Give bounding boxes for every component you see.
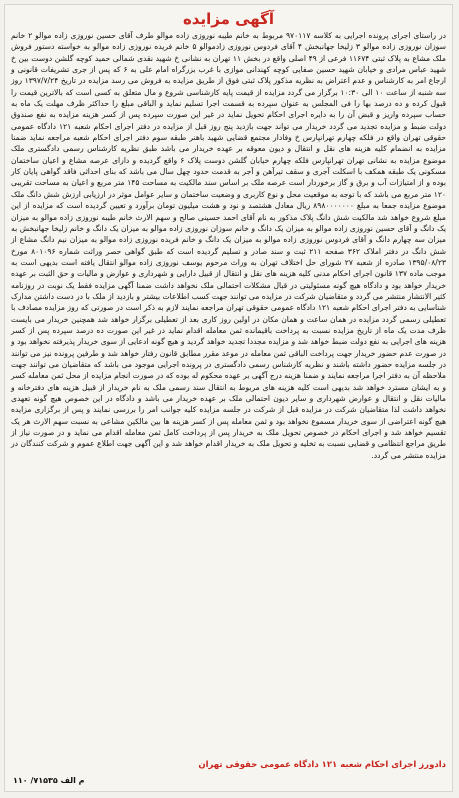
notice-title: آگهی مزایده [182, 10, 275, 28]
issuer-signature: دادورز اجرای احکام شعبه ۱۲۱ دادگاه عمومی حقوقی تهران [198, 760, 446, 770]
auction-notice [4, 4, 453, 792]
reference-number: م الف ۷۱۵۳۵/ ۱۱۰ [13, 776, 85, 785]
notice-body-text: در راستای اجرای پرونده اجرایی به کلاسه ۹۷۰۱۱۷ مربوط به خانم طیبه نوروزی زاده موالو طرف آقای حسین نوروزی زاده موالو ۲ خانم سوزان نوروزی زاده موالو ۳ زلیخا جهانبخش ۴ آقای فردوس نوروزی زادموالو ۵ خانم فریده نوروزی زاده موالو به خواسته دستور فروش ملک مشاع به پلاک ثبتی ۱۱۶۷۴ فرعی از ۴۹ اصلی واقع در بخش ۱۱ تهران به نشانی خ شهید نقدی شمالی حمید کوچه گلشن دوست بین خ شهید عباس مرادی و خیابان شهید حسین صفایی کوچه کهندانی موازی با غرب بزرگراه امام علی به ۶ که پس از جری تشریفات قانونی و ارجاع امر به کارشناس و عدم اعتراض به نظریه مذکور پلاک ثبتی فوق از طریق مزایده به فروش می رسد مزایده در تاریخ ۱۳۹۷/۷/۲۴ روز سه شنبه از ساعت ۱۰ الی ۱۰:۳۰ برگزار می گردد مزایده از قیمت پایه کارشناسی شروع و مال متعلق به کسی است که بالاترین قیمت را قبول کرده و ده درصد بها را فی المجلس به عنوان سپرده به قسمت اجرا تسلیم نماید و الباقی مبلغ را حداکثر ظرف مهلت یک ماه به حساب سپرده واریز و قبض آن را به دایره اجرای احکام تحویل نماید در غیر این صورت سپرده پس از کسر هزینه مزایده به نفع صندوق دولت ضبط و مزایده تجدید می گردد خریدار می تواند جهت بازدید پنج روز قبل از مزایده در دفتر اجرای احکام شعبه ۱۲۱ دادگاه عمومی حقوقی تهران واقع در فلکه چهارم تهرانپارس خ وفادار مجتمع قضایی شهید باهنر طبقه سوم دفتر اجرای احکام شعبه مراجعه نماید ضمنا مزایده به انضمام کلیه هزینه های نقل و انتقال و دیون معوقه بر عهده خریدار می باشد طبق نظریه کارشناس رسمی دادگستری ملک موضوع مزایده به نشانی تهران تهرانپارس فلکه چهارم خیابان گلشن دوست پلاک ۶ واقع گردیده و دارای عرصه مشاع و اعیان ساختمان مسکونی یک طبقه همکف با اسکلت آجری و سقف تیرآهن و آجر به قدمت حدود چهل سال می باشد که بنای احداثی فاقد گواهی پایان کار بوده و از امتیازات آب و برق و گاز برخوردار است عرصه ملک بر اساس سند مالکیت به مساحت ۱۴۵ متر مربع و اعیان به مساحت تقریبی ۱۲۰ متر مربع می باشد که با توجه به موقعیت محل و نوع کاربری و وضعیت ساختمان و سایر عوامل موثر در ارزیابی ارزش شش دانگ ملک موضوع مزایده جمعا به مبلغ ۸۹۸۰۰۰۰۰۰۰ ریال معادل هشتصد و نود و هشت میلیون تومان برآورد و تعیین گردیده است که مزایده از این مبلغ شروع خواهد شد مالکیت شش دانگ پلاک مذکور به نام آقای احمد حسینی صالح و سهم الارث خانم طیبه نوروزی زاده موالو به میزان یک دانگ و آقای حسین نوروزی زاده موالو به میزان یک دانگ و خانم سوزان نوروزی زاده موالو به میزان یک دانگ و خانم زلیخا جهانبخش به میزان سه چهارم دانگ و آقای فردوس نوروزی زاده موالو به میزان یک دانگ و خانم فریده نوروزی زاده موالو به میزان نیم دانگ مشاع از شش دانگ در دفتر املاک ۳۶۲ صفحه ۲۱۱ ثبت و سند صادر و تسلیم گردیده است که طبق گواهی حصر وراثت شماره ۸۰۱۰۹۶ مورخ ۱۳۹۵/۰۸/۲۳ صادره از شعبه ۲۷ شورای حل اختلاف تهران به وراث مرحوم یوسف نوروزی زاده موالو انتقال یافته است بدیهی است به موجب ماده ۱۳۷ قانون اجرای احکام مدنی کلیه هزینه های نقل و انتقال از قبیل دارایی و شهرداری و عوارض و مالیات و حق الثبت بر عهده خریدار خواهد بود و دادگاه هیچ گونه مسئولیتی در قبال مشکلات احتمالی ملک نخواهد داشت ضمنا آگهی مزایده فقط یک نوبت در روزنامه کثیر الانتشار منتشر می گردد و متقاضیان شرکت در مزایده می توانند جهت کسب اطلاعات بیشتر و بازدید از ملک با در دست داشتن مدارک شناسایی به دفتر اجرای احکام شعبه ۱۲۱ دادگاه عمومی حقوقی تهران مراجعه نمایند لازم به ذکر است در صورتی که روز مزایده مصادف با تعطیلی رسمی گردد مزایده در همان ساعت و همان مکان در اولین روز کاری بعد از تعطیلی برگزار خواهد شد همچنین خریدار می بایست ظرف مدت یک ماه از تاریخ مزایده نسبت به پرداخت باقیمانده ثمن معامله اقدام نماید در غیر این صورت ده درصد سپرده پس از کسر هزینه های اجرایی به نفع دولت ضبط خواهد شد و مزایده مجددا تجدید خواهد گردید و هیچ گونه ادعایی از سوی خریدار پذیرفته نخواهد بود و در صورت عدم حضور خریدار جهت پرداخت الباقی ثمن معامله در موعد مقرر مطابق قانون رفتار خواهد شد و طرفین پرونده نیز می توانند در جلسه مزایده حضور داشته باشند و نظریه کارشناس رسمی دادگستری در پرونده اجرایی موجود می باشد که متقاضیان می توانند جهت ملاحظه آن به دفتر اجرا مراجعه نمایند و ضمنا هزینه درج آگهی بر عهده محکوم له بوده که در صورت انجام مزایده از محل ثمن معامله کسر و به ایشان مسترد خواهد شد بدیهی است کلیه هزینه های مربوط به انتقال سند رسمی ملک به نام خریدار از قبیل هزینه های دفترخانه و مالیات نقل و انتقال و عوارض شهرداری و سایر دیون احتمالی ملک بر عهده خریدار می باشد و دادگاه در این خصوص هیچ گونه تعهدی نخواهد داشت لذا متقاضیان شرکت در مزایده قبل از شرکت در جلسه مزایده کلیه جوانب امر را بررسی نمایند و پس از برگزاری مزایده هیچ گونه اعتراضی از سوی خریدار مسموع نخواهد بود و ثمن معامله پس از کسر هزینه ها بین مالکین مشاعی به نسبت سهم الارث هر یک تقسیم خواهد شد و اجرای احکام در خصوص تحویل ملک به خریدار پس از پرداخت کامل ثمن معامله اقدام می نماید و در صورت نیاز از طریق مراجع انتظامی و قضایی نسبت به تخلیه و تحویل ملک به خریدار اقدام خواهد شد و این آگهی جهت اطلاع عموم و شرکت کنندگان در مزایده منتشر می گردد. [11, 31, 447, 460]
notice-footer [11, 759, 446, 771]
